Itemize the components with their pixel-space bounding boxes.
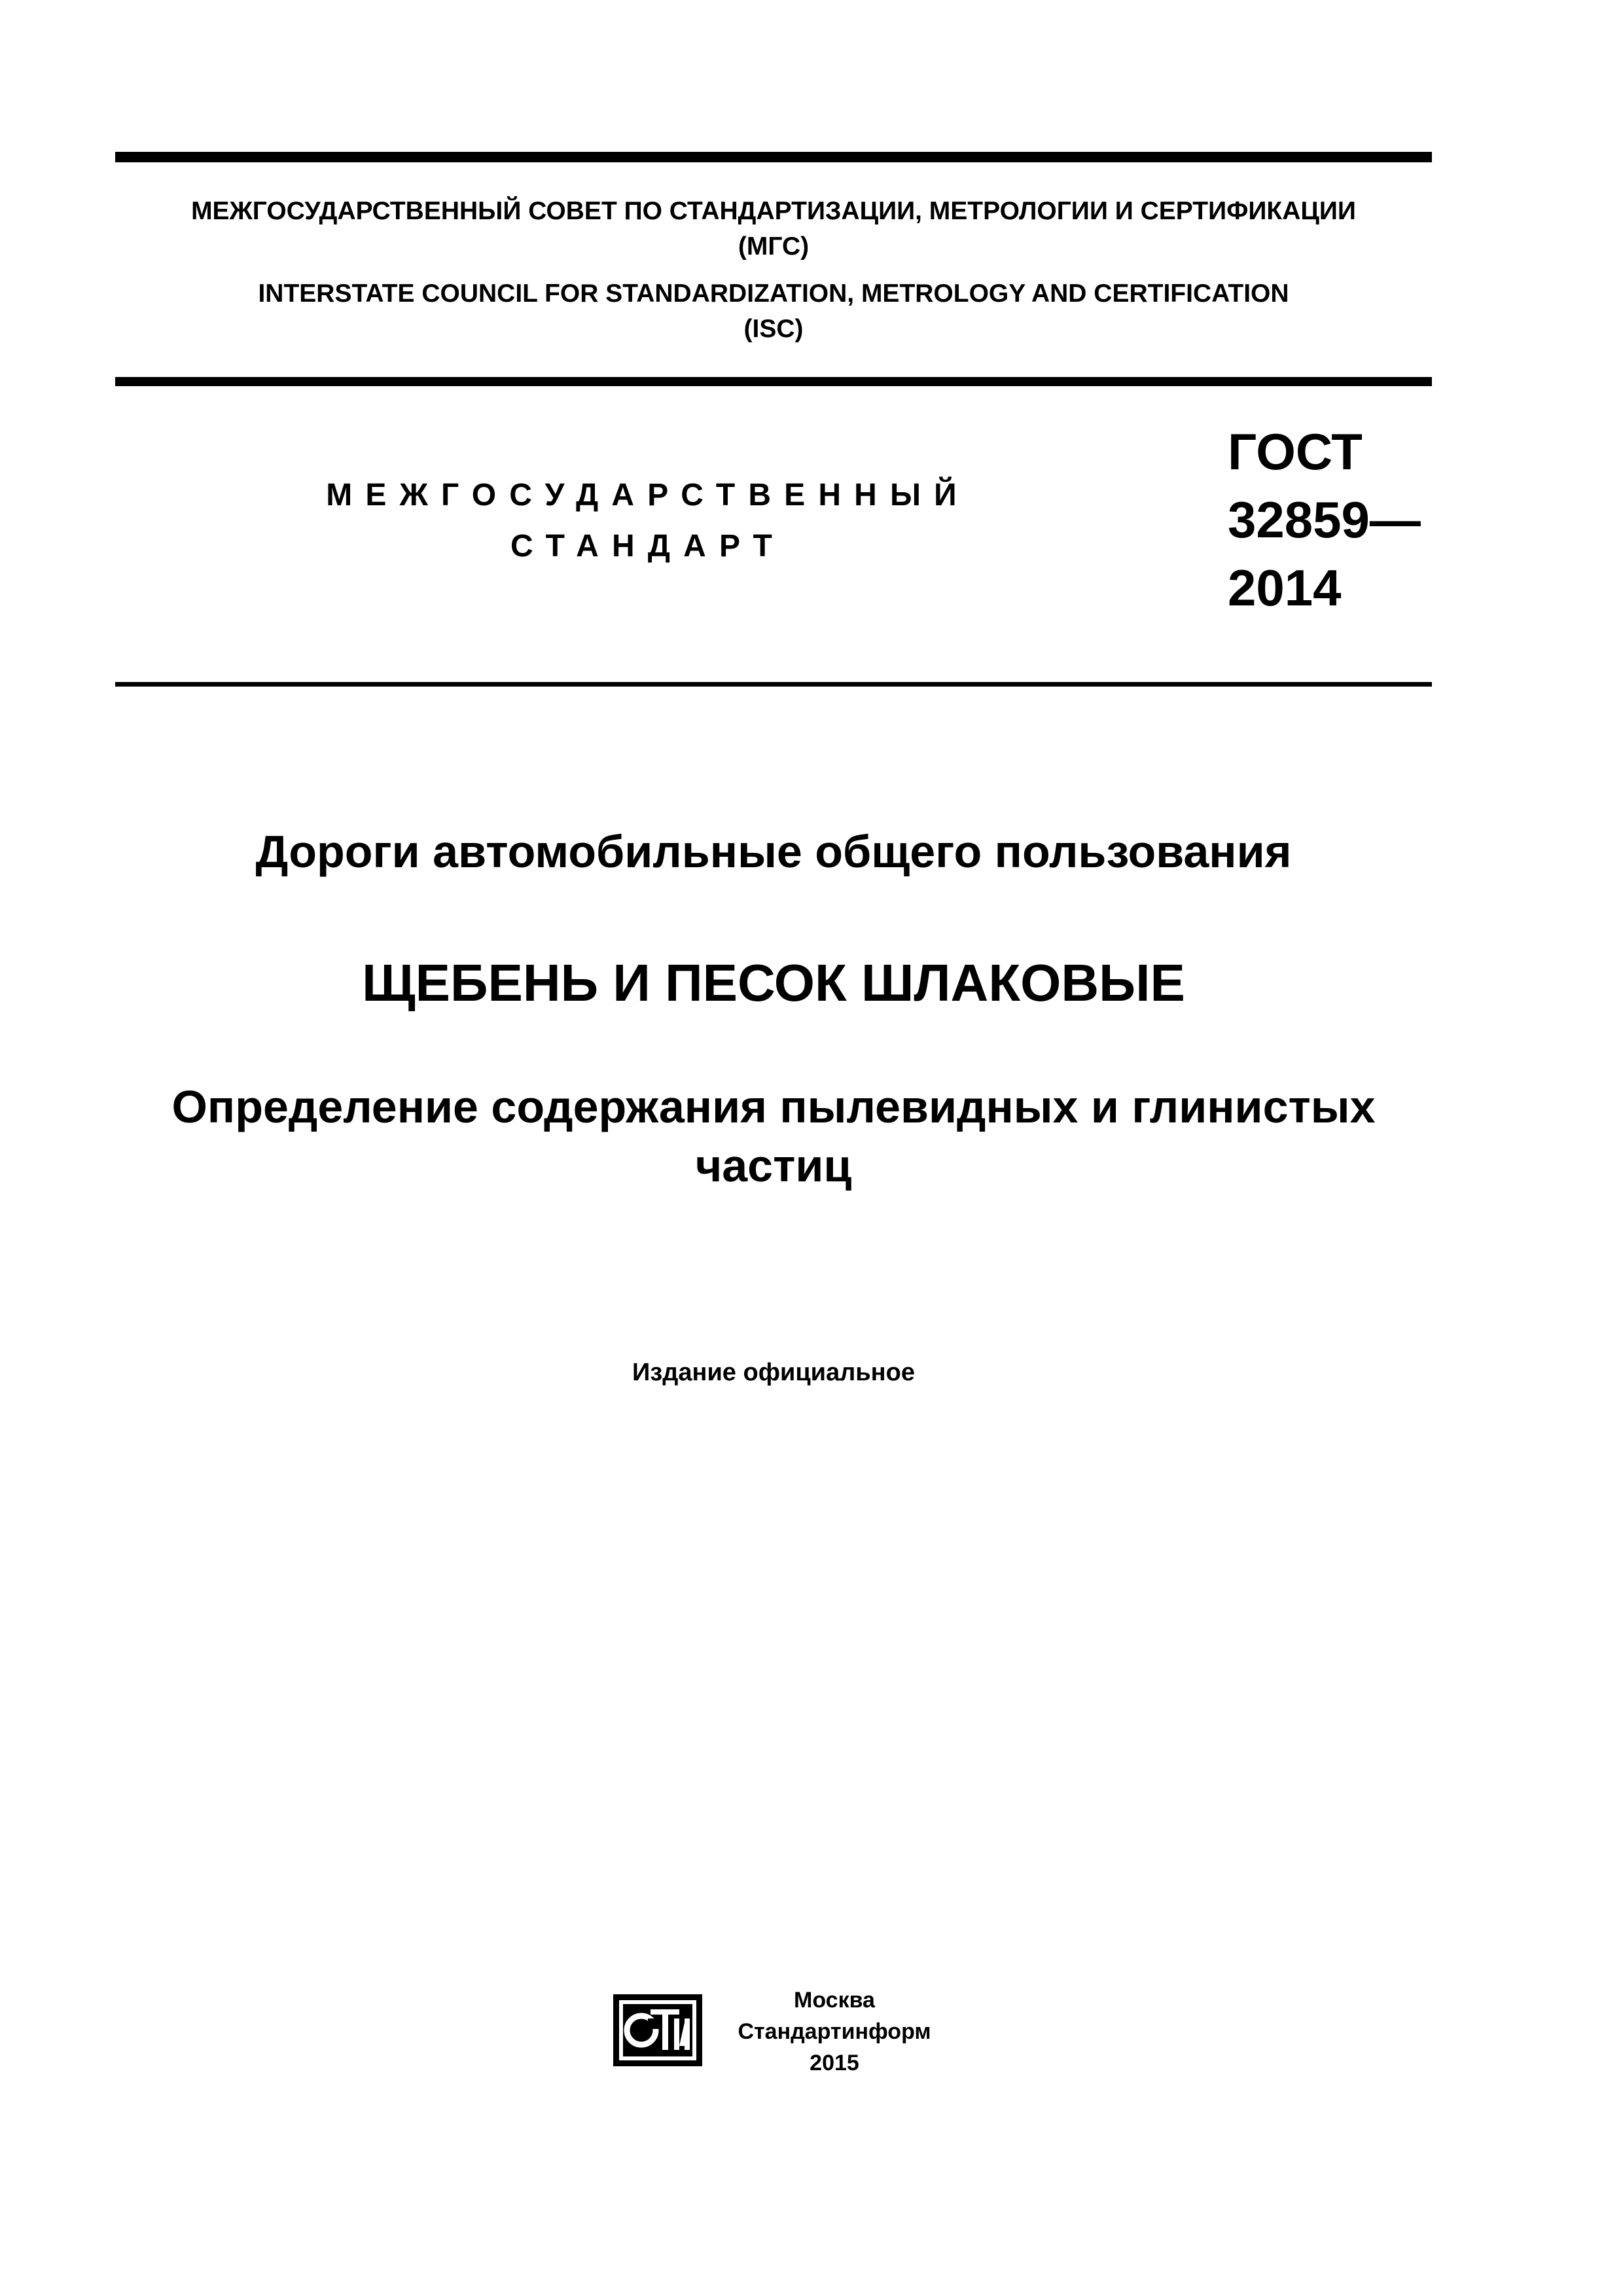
designation-year: 2014 [1228,559,1342,617]
designation-number: 32859— [1228,491,1421,548]
designation-prefix: ГОСТ [1228,423,1363,480]
top-rule [115,152,1432,162]
council-abbr-en: (ISC) [743,315,804,343]
standard-type-line2: СТАНДАРТ [510,529,785,564]
document-subtitle-line1: Определение содержания пылевидных и глинистых [171,1081,1376,1132]
standard-type [262,470,1034,572]
council-name-ru-text: МЕЖГОСУДАРСТВЕННЫЙ СОВЕТ ПО СТАНДАРТИЗАЦИИ, МЕТРОЛОГИИ И СЕРТИФИКАЦИИ [191,197,1356,225]
document-subtitle-line2: частиц [695,1140,852,1191]
document-subtitle [115,1077,1432,1195]
document-title-roads: Дороги автомобильные общего пользования [255,826,1292,877]
publisher-name: Стандартинформ [738,2019,931,2044]
standard-designation [1228,418,1421,622]
council-name-en-text: INTERSTATE COUNCIL FOR STANDARDIZATION, METROLOGY AND CERTIFICATION [258,279,1289,308]
council-name-ru [115,194,1432,264]
publisher-year: 2015 [810,2051,859,2075]
middle-rule [115,377,1432,386]
document-title-main: ЩЕБЕНЬ И ПЕСОК ШЛАКОВЫЕ [362,954,1185,1012]
council-name-en [115,276,1432,347]
lower-rule [115,682,1432,687]
standard-type-line1: МЕЖГОСУДАРСТВЕННЫЙ [326,478,970,512]
standartinform-logo-icon [611,1992,704,2068]
edition-label: Издание официальное [632,1359,915,1386]
council-abbr-ru: (МГС) [738,232,810,260]
publisher-city: Москва [794,1988,875,2013]
publisher-block [726,1984,942,2079]
